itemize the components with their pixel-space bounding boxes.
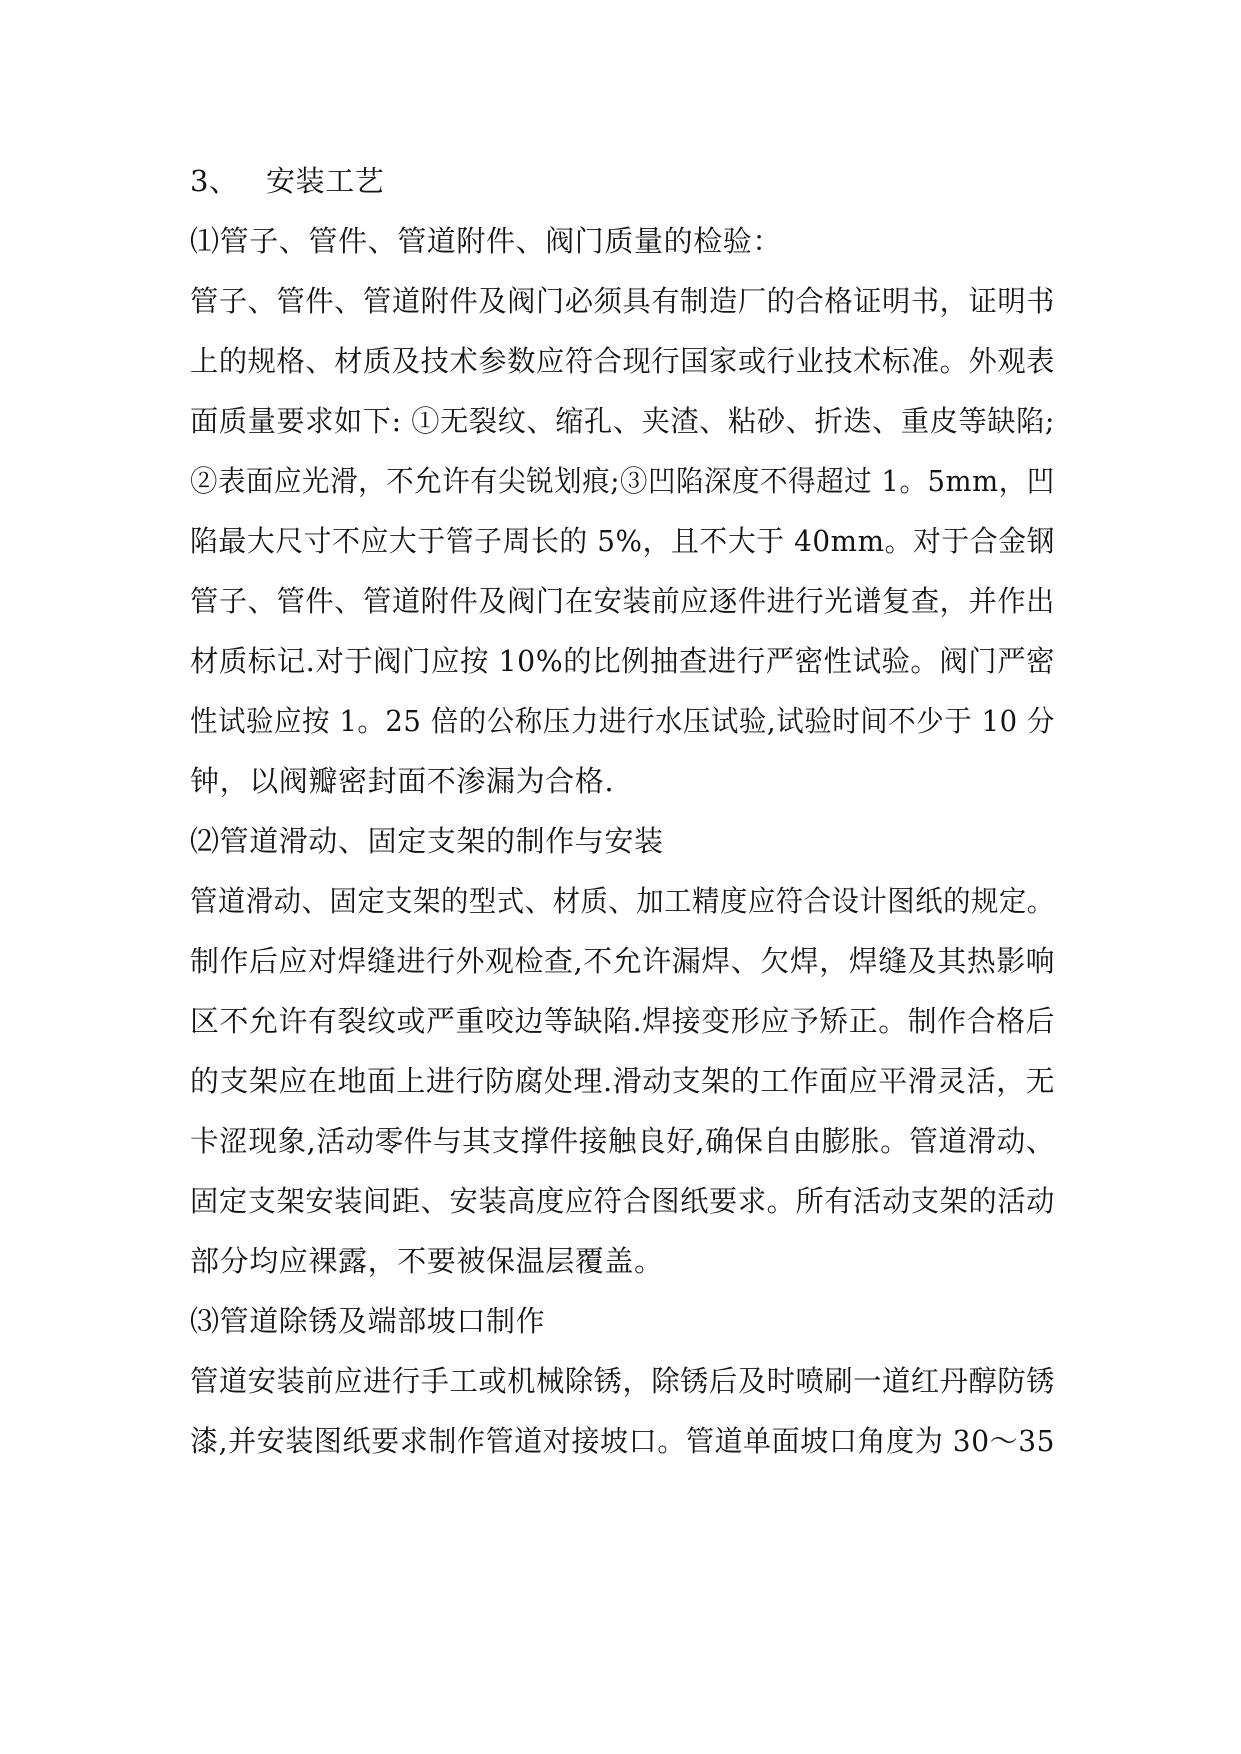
paragraph-line: 材质标记.对于阀门应按 10%的比例抽查进行严密性试验。阀门严密	[190, 644, 1056, 678]
paragraph-line: 管道安装前应进行手工或机械除锈，除锈后及时喷刷一道红丹醇防锈	[190, 1364, 1056, 1398]
paragraph-line: 面质量要求如下: ①无裂纹、缩孔、夹渣、粘砂、折迭、重皮等缺陷;	[190, 404, 1055, 438]
paragraph-line: 制作后应对焊缝进行外观检查,不允许漏焊、欠焊，焊缝及其热影响	[190, 944, 1056, 978]
paragraph-line: 钟，以阀瓣密封面不渗漏为合格.	[190, 764, 615, 798]
paragraph-line: 部分均应裸露，不要被保温层覆盖。	[190, 1244, 664, 1278]
section-heading	[190, 163, 384, 199]
paragraph-line: ②表面应光滑，不允许有尖锐划痕;③凹陷深度不得超过 1。5mm，凹	[190, 464, 1055, 498]
paragraph-line: 管道滑动、固定支架的型式、材质、加工精度应符合设计图纸的规定。	[190, 884, 1055, 918]
paragraph-line: 固定支架安装间距、安装高度应符合图纸要求。所有活动支架的活动	[190, 1184, 1056, 1218]
section-title: 安装工艺	[266, 164, 385, 198]
paragraph-line: 性试验应按 1。25 倍的公称压力进行水压试验,试验时间不少于 10 分	[190, 704, 1055, 738]
paragraph-line: 的支架应在地面上进行防腐处理.滑动支架的工作面应平滑灵活，无	[190, 1064, 1056, 1098]
paragraph-line: 陷最大尺寸不应大于管子周长的 5%，且不大于 40mm。对于合金钢	[190, 524, 1056, 558]
subheading-3: ⑶管道除锈及端部坡口制作	[190, 1304, 546, 1338]
paragraph-line: 漆,并安装图纸要求制作管道对接坡口。管道单面坡口角度为 30～35	[190, 1424, 1056, 1458]
paragraph-line: 管子、管件、管道附件及阀门在安装前应逐件进行光谱复查，并作出	[190, 584, 1056, 618]
section-number: 3、	[190, 164, 239, 198]
paragraph-line: 上的规格、材质及技术参数应符合现行国家或行业技术标准。外观表	[190, 344, 1056, 378]
subheading-2: ⑵管道滑动、固定支架的制作与安装	[190, 824, 664, 858]
paragraph-line: 卡涩现象,活动零件与其支撑件接触良好,确保自由膨胀。管道滑动、	[190, 1124, 1056, 1158]
subheading-1: ⑴管子、管件、管道附件、阀门质量的检验：	[190, 224, 783, 258]
paragraph-line: 管子、管件、管道附件及阀门必须具有制造厂的合格证明书，证明书	[190, 284, 1056, 318]
paragraph-line: 区不允许有裂纹或严重咬边等缺陷.焊接变形应予矫正。制作合格后	[190, 1004, 1056, 1038]
